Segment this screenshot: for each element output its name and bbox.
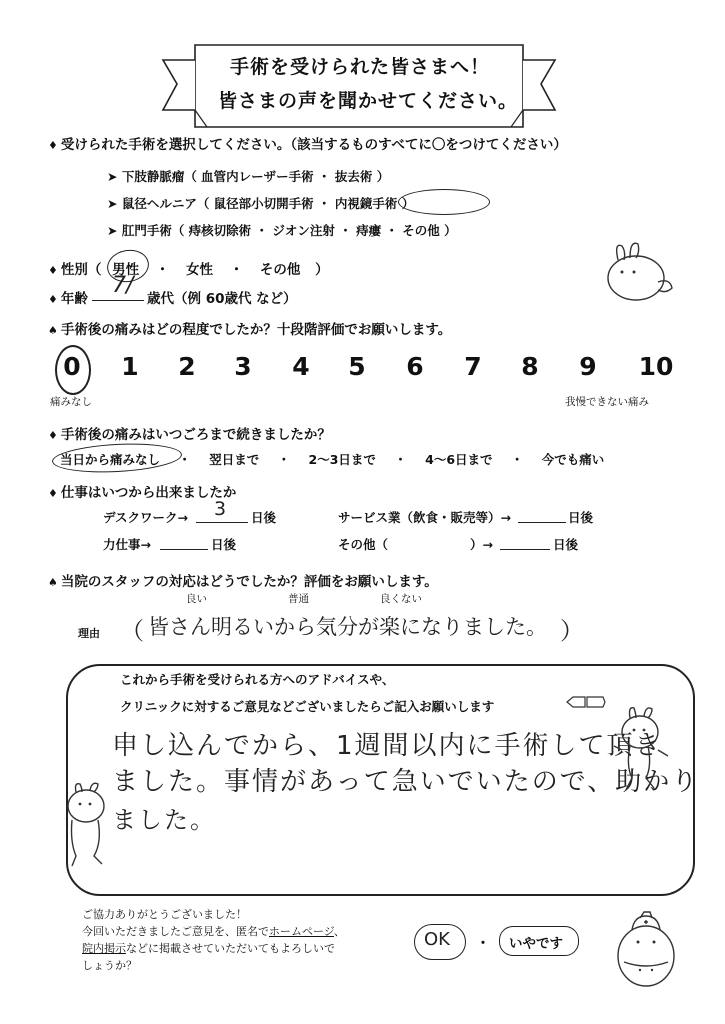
advice-answer-line2: ました。事情があって急いでいたので、助かり	[112, 767, 700, 797]
scale-8[interactable]: 8	[521, 352, 539, 381]
scale-4[interactable]: 4	[292, 352, 310, 381]
q4-other-suffix: 日後	[553, 537, 579, 552]
spade-bullet-icon: ♠	[48, 576, 58, 589]
q2-question: ♠ 手術後の痛みはどの程度でしたか？十段階評価でお願いします。	[48, 322, 452, 338]
decline-label: いやです	[509, 936, 563, 952]
footer-line2: 今回いただきましたご意見を、匿名でホームページ、	[82, 925, 345, 938]
page-subtitle: 皆さまの声を聞かせてください。	[218, 90, 519, 112]
q4-labor-suffix: 日後	[211, 537, 237, 552]
scale-2[interactable]: 2	[178, 352, 196, 381]
q1-question: ♦ 受けられた手術を選択してください。（該当するものすべてに〇をつけてください）	[48, 137, 567, 153]
q3-circle-mark	[51, 441, 182, 476]
ok-label: OK	[424, 929, 450, 950]
spade-bullet-icon: ♠	[48, 324, 58, 337]
diamond-bullet-icon: ♦	[48, 264, 58, 277]
scale-high-label: 我慢できない痛み	[565, 396, 649, 408]
q3-options: 当日から痛みなし ・ 翌日まで ・ 2～3日まで ・ 4～6日まで ・ 今でも痛い	[60, 452, 605, 467]
q1-option-anal[interactable]: ➤ 肛門手術（ 痔核切除術 ・ ジオン注射 ・ 痔瘻 ・ その他 ）	[107, 223, 457, 238]
q4-service-label: サービス業（飲食・販売等）→	[338, 510, 511, 525]
pencil-icon	[565, 694, 607, 713]
nurse-rabbit-illustration	[610, 904, 690, 998]
q1-circle-mark	[398, 189, 490, 215]
q3-option-still[interactable]: 今でも痛い	[541, 452, 605, 467]
q5-question: ♠ 当院のスタッフの対応はどうでしたか？評価をお願いします。	[48, 574, 438, 590]
age-row: ♦ 年齢	[48, 291, 88, 307]
arrow-icon: ➤	[107, 169, 122, 184]
reason-open: （	[120, 617, 144, 645]
q1-option-varicose[interactable]: ➤ 下肢静脈瘤（ 血管内レーザー手術 ・ 抜去術 ）	[107, 169, 390, 184]
rabbit-illustration-right	[612, 706, 672, 800]
q4-other-close: ）→	[470, 537, 493, 552]
reason-close: ）	[560, 617, 584, 645]
q4-other-label: その他（	[338, 537, 389, 552]
q4-labor-input[interactable]	[160, 533, 208, 550]
q4-desk-answer: 3	[214, 498, 227, 520]
q4-service-input[interactable]	[518, 506, 566, 523]
scale-10[interactable]: 10	[638, 352, 674, 381]
q3-option-next-day[interactable]: 翌日まで	[209, 452, 260, 467]
clinic-board-link[interactable]: 院内掲示	[82, 942, 126, 955]
footer-dot: ・	[476, 936, 490, 952]
reason-label: 理由	[78, 627, 100, 640]
q4-other-input[interactable]	[500, 533, 550, 550]
homepage-link[interactable]: ホームページ	[269, 925, 334, 938]
age-answer: 7/	[112, 273, 134, 298]
scale-5[interactable]: 5	[348, 352, 366, 381]
age-suffix: 歳代（例 60歳代 など）	[147, 291, 297, 307]
scale-circle-mark	[55, 345, 91, 395]
gender-option-female[interactable]: 女性	[185, 262, 213, 278]
scale-0[interactable]: 0	[63, 352, 81, 381]
q4-desk-suffix: 日後	[251, 510, 277, 525]
page-title: 手術を受けられた皆さまへ！	[230, 56, 491, 78]
advice-answer-line3: ました。	[112, 806, 216, 834]
arrow-icon: ➤	[107, 196, 122, 211]
rating-bad[interactable]: 良くない	[380, 593, 422, 605]
q1-option-hernia[interactable]: ➤ 鼠径ヘルニア（ 鼠径部小切開手術 ・ 内視鏡手術 ）	[107, 196, 415, 211]
q3-option-2-3-days[interactable]: 2～3日まで	[308, 452, 376, 467]
footer-line3: 院内掲示などに掲載させていただいてもよろしいで	[82, 942, 335, 955]
footer-line4: しょうか？	[82, 959, 137, 972]
scale-1[interactable]: 1	[121, 352, 139, 381]
rabbit-illustration-top	[600, 238, 680, 312]
scale-9[interactable]: 9	[579, 352, 597, 381]
q3-question: ♦ 手術後の痛みはいつごろまで続きましたか？	[48, 427, 331, 443]
q4-question: ♦ 仕事はいつから出来ましたか	[48, 485, 237, 501]
advice-answer-line1: 申し込んでから、1週間以内に手術して頂き	[112, 731, 663, 761]
scale-6[interactable]: 6	[406, 352, 424, 381]
advice-line1: これから手術を受けられる方へのアドバイスや、	[120, 672, 395, 687]
rating-good[interactable]: 良い	[186, 593, 207, 605]
gender-row: ♦ 性別（ 男性 ・ 女性 ・ その他 ）	[48, 262, 329, 278]
diamond-bullet-icon: ♦	[48, 487, 58, 500]
rabbit-illustration-left	[62, 780, 112, 874]
scale-low-label: 痛みなし	[50, 396, 92, 408]
rating-normal[interactable]: 普通	[288, 593, 309, 605]
gender-option-other[interactable]: その他	[259, 262, 301, 278]
diamond-bullet-icon: ♦	[48, 429, 58, 442]
advice-line2: クリニックに対するご意見などございましたらご記入お願いします	[120, 699, 495, 714]
arrow-icon: ➤	[107, 223, 122, 238]
diamond-bullet-icon: ♦	[48, 293, 58, 306]
q4-desk-label: デスクワーク→	[103, 510, 188, 525]
q3-option-none[interactable]: 当日から痛みなし	[60, 452, 161, 467]
gender-option-male[interactable]: 男性	[112, 262, 140, 278]
footer-thanks: ご協力ありがとうございました！	[82, 908, 247, 921]
scale-7[interactable]: 7	[464, 352, 482, 381]
q4-service-suffix: 日後	[568, 510, 594, 525]
scale-3[interactable]: 3	[234, 352, 252, 381]
q4-labor-label: 力仕事→	[103, 537, 151, 552]
q3-option-4-6-days[interactable]: 4～6日まで	[425, 452, 493, 467]
reason-answer: 皆さん明るいから気分が楽になりました。	[148, 615, 547, 639]
spade-bullet-icon: ♦	[48, 139, 58, 152]
